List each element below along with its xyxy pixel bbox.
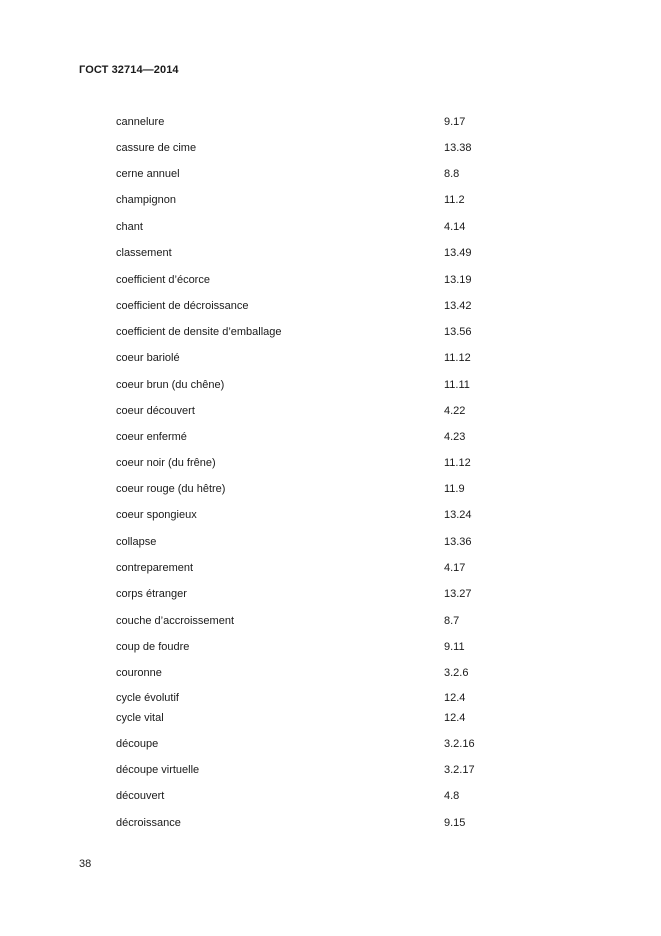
index-term: coup de foudre (116, 641, 190, 653)
index-ref: 11.11 (444, 379, 470, 391)
index-term: coeur enfermé (116, 431, 187, 443)
index-ref: 12.4 (444, 712, 466, 724)
index-ref: 11.9 (444, 483, 465, 495)
index-term: coeur bariolé (116, 352, 180, 364)
index-row (116, 509, 516, 525)
index-term: découpe (116, 738, 159, 750)
index-row (116, 168, 516, 184)
index-row (116, 300, 516, 316)
index-ref: 13.38 (444, 142, 472, 154)
index-term: chant (116, 221, 143, 233)
index-ref: 11.2 (444, 194, 465, 206)
index-term: cycle évolutif (116, 692, 179, 704)
index-row (116, 588, 516, 604)
index-term: classement (116, 247, 172, 259)
index-row (116, 536, 516, 552)
index-term: cannelure (116, 116, 165, 128)
index-ref: 3.2.16 (444, 738, 475, 750)
index-term: cassure de cime (116, 142, 197, 154)
index-term: coefficient de densite d’emballage (116, 326, 282, 338)
index-term: couronne (116, 667, 162, 679)
index-ref: 9.17 (444, 116, 466, 128)
index-term: corps étranger (116, 588, 187, 600)
index-row (116, 221, 516, 237)
index-ref: 4.23 (444, 431, 466, 443)
index-ref: 13.42 (444, 300, 472, 312)
index-row (116, 142, 516, 158)
index-row (116, 738, 516, 754)
index-row (116, 562, 516, 578)
document-header: ГОСТ 32714—2014 (79, 64, 179, 76)
index-row (116, 692, 516, 708)
index-ref: 3.2.6 (444, 667, 469, 679)
index-ref: 13.27 (444, 588, 472, 600)
index-term: coeur noir (du frêne) (116, 457, 216, 469)
index-ref: 11.12 (444, 352, 471, 364)
index-term: décroissance (116, 817, 181, 829)
index-term: coefficient d’écorce (116, 274, 210, 286)
index-row (116, 641, 516, 657)
index-ref: 13.19 (444, 274, 472, 286)
index-ref: 4.17 (444, 562, 466, 574)
index-row (116, 352, 516, 368)
index-ref: 13.36 (444, 536, 472, 548)
index-row (116, 457, 516, 473)
index-term: collapse (116, 536, 157, 548)
index-row (116, 274, 516, 290)
index-term: champignon (116, 194, 176, 206)
index-term: contreparement (116, 562, 194, 574)
index-ref: 9.15 (444, 817, 466, 829)
index-row (116, 817, 516, 833)
index-ref: 13.24 (444, 509, 472, 521)
index-ref: 12.4 (444, 692, 466, 704)
index-term: cycle vital (116, 712, 164, 724)
page-number: 38 (79, 858, 92, 870)
index-row (116, 379, 516, 395)
index-row (116, 790, 516, 806)
index-term: coefficient de décroissance (116, 300, 249, 312)
index-row (116, 326, 516, 342)
index-ref: 13.49 (444, 247, 472, 259)
index-ref: 8.7 (444, 615, 460, 627)
index-term: cerne annuel (116, 168, 180, 180)
index-row (116, 116, 516, 132)
index-term: coeur brun (du chêne) (116, 379, 225, 391)
index-term: coeur spongieux (116, 509, 197, 521)
index-row (116, 483, 516, 499)
index-row (116, 405, 516, 421)
index-term: découpe virtuelle (116, 764, 200, 776)
index-row (116, 431, 516, 447)
index-term: coeur rouge (du hêtre) (116, 483, 226, 495)
index-term: couche d’accroissement (116, 615, 235, 627)
index-ref: 3.2.17 (444, 764, 475, 776)
index-term: coeur découvert (116, 405, 195, 417)
index-term: découvert (116, 790, 165, 802)
index-row (116, 615, 516, 631)
index-row (116, 667, 516, 683)
index-row (116, 247, 516, 263)
index-ref: 13.56 (444, 326, 472, 338)
index-row (116, 712, 516, 728)
index-ref: 11.12 (444, 457, 471, 469)
index-ref: 8.8 (444, 168, 460, 180)
index-ref: 9.11 (444, 641, 465, 653)
index-row (116, 194, 516, 210)
index-ref: 4.8 (444, 790, 460, 802)
index-row (116, 764, 516, 780)
index-ref: 4.22 (444, 405, 466, 417)
index-ref: 4.14 (444, 221, 466, 233)
